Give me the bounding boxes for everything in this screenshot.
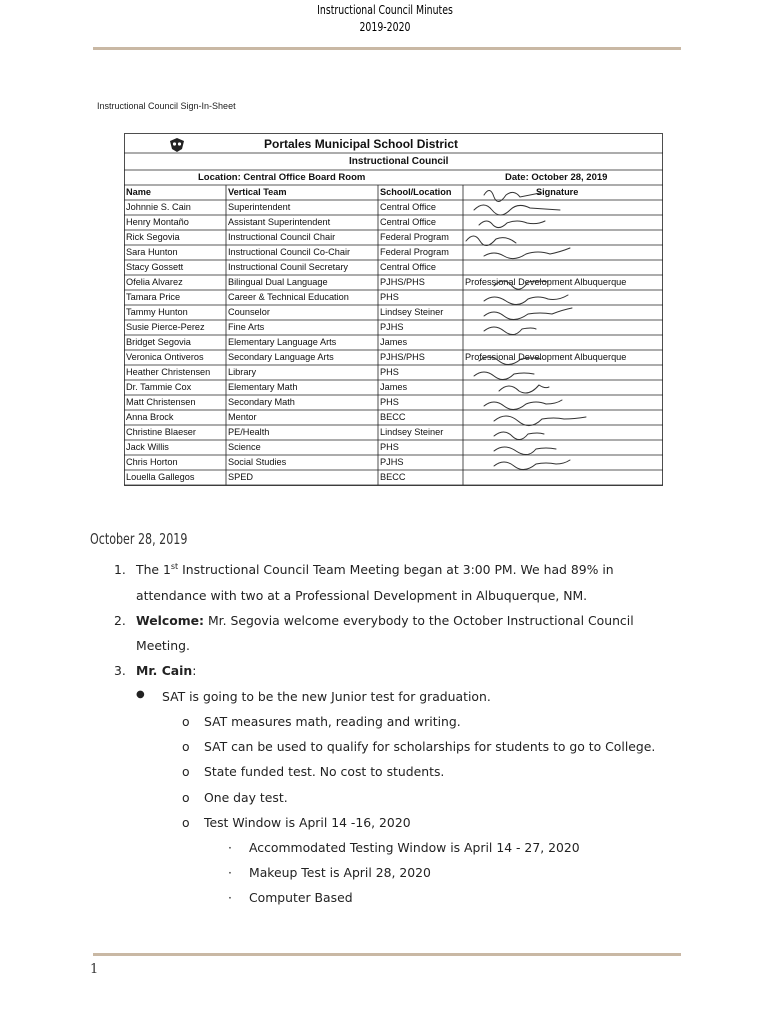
row-school: BECC — [380, 412, 406, 422]
item-1-line-1 — [136, 562, 614, 577]
row-vertical-team: Instructional Council Chair — [228, 232, 336, 242]
row-name: Ofelia Alvarez — [126, 277, 183, 287]
row-vertical-team: Elementary Math — [228, 382, 298, 392]
row-school: Federal Program — [380, 247, 449, 257]
row-school: BECC — [380, 472, 406, 482]
item-3-line — [136, 663, 196, 678]
district-logo-icon — [167, 137, 187, 153]
row-name: Bridget Segovia — [126, 337, 191, 347]
row-vertical-team: Library — [228, 367, 257, 377]
row-school: Lindsey Steiner — [380, 307, 444, 317]
subsub-item-2: Makeup Test is April 28, 2020 — [249, 865, 431, 880]
row-vertical-team: Instructional Counil Secretary — [228, 262, 349, 272]
row-vertical-team: Bilingual Dual Language — [228, 277, 328, 287]
row-signature-note: Professional Development Albuquerque — [465, 352, 627, 362]
row-school: James — [380, 382, 408, 392]
subsub-item-3: Computer Based — [249, 890, 353, 905]
row-school: PHS — [380, 397, 399, 407]
sub-item-4: One day test. — [204, 790, 288, 805]
row-school: Lindsey Steiner — [380, 427, 444, 437]
bullet-1-text: SAT is going to be the new Junior test for graduation. — [162, 689, 491, 704]
sub-item-2: SAT can be used to qualify for scholarships for students to go to College. — [204, 739, 656, 754]
row-vertical-team: Elementary Language Arts — [228, 337, 337, 347]
document-header — [85, 2, 686, 36]
item-1-text-b: Instructional Council Team Meeting began at 3:00 PM. We had 89% in — [178, 562, 614, 578]
row-vertical-team: SPED — [228, 472, 254, 482]
row-vertical-team: Career & Technical Education — [228, 292, 349, 302]
item-1-text-a: The 1 — [136, 562, 171, 578]
footer-rule — [93, 953, 681, 956]
sub-bullet-icon: o — [182, 764, 190, 779]
row-school: PHS — [380, 292, 399, 302]
item-2-label: Welcome: — [136, 613, 205, 628]
sub-bullet-icon: o — [182, 714, 190, 729]
row-vertical-team: Social Studies — [228, 457, 287, 467]
sign-in-sheet — [124, 133, 664, 503]
row-school: PHS — [380, 367, 399, 377]
subsub-bullet-icon: · — [228, 865, 232, 880]
row-school: PJHS — [380, 457, 404, 467]
row-vertical-team: Secondary Language Arts — [228, 352, 334, 362]
row-school: Federal Program — [380, 232, 449, 242]
row-name: Rick Segovia — [126, 232, 180, 242]
row-vertical-team: Mentor — [228, 412, 257, 422]
row-name: Sara Hunton — [126, 247, 178, 257]
col-header-vertical-team: Vertical Team — [228, 187, 287, 197]
page-number: 1 — [90, 962, 99, 977]
col-header-name: Name — [126, 187, 152, 197]
row-school: Central Office — [380, 202, 436, 212]
row-school: PHS — [380, 442, 399, 452]
sheet-location: Location: Central Office Board Room — [198, 172, 366, 183]
council-name: Instructional Council — [349, 156, 449, 167]
row-school: PJHS/PHS — [380, 352, 425, 362]
row-name: Heather Christensen — [126, 367, 211, 377]
row-name: Tamara Price — [126, 292, 181, 302]
sub-item-5: Test Window is April 14 -16, 2020 — [204, 815, 411, 830]
row-name: Johnnie S. Cain — [126, 202, 191, 212]
item-2-text: Mr. Segovia welcome everybody to the October Instructional Council — [204, 613, 634, 628]
row-name: Chris Horton — [126, 457, 178, 467]
row-name: Matt Christensen — [126, 397, 196, 407]
row-vertical-team: Science — [228, 442, 261, 452]
handwritten-signatures — [454, 183, 654, 483]
row-vertical-team: PE/Health — [228, 427, 270, 437]
row-vertical-team: Counselor — [228, 307, 270, 317]
item-3-number: 3. — [114, 663, 126, 678]
item-1-superscript: st — [170, 562, 179, 571]
minutes-date-heading: October 28, 2019 — [90, 530, 188, 548]
row-school: Central Office — [380, 217, 436, 227]
row-name: Veronica Ontiveros — [126, 352, 204, 362]
col-header-signature: Signature — [536, 187, 579, 197]
item-2-line-1 — [136, 613, 634, 628]
row-name: Stacy Gossett — [126, 262, 184, 272]
sign-in-caption: Instructional Council Sign-In-Sheet — [97, 101, 236, 111]
sub-bullet-icon: o — [182, 739, 190, 754]
row-name: Louella Gallegos — [126, 472, 195, 482]
row-vertical-team: Fine Arts — [228, 322, 265, 332]
header-title: Instructional Council Minutes — [317, 3, 453, 17]
bullet-dot-icon: ● — [136, 689, 145, 700]
row-vertical-team: Superintendent — [228, 202, 291, 212]
row-name: Dr. Tammie Cox — [126, 382, 192, 392]
row-name: Anna Brock — [126, 412, 174, 422]
item-3-label: Mr. Cain — [136, 663, 193, 678]
row-school: PJHS/PHS — [380, 277, 425, 287]
row-name: Tammy Hunton — [126, 307, 188, 317]
sheet-date: Date: October 28, 2019 — [505, 172, 608, 183]
item-1-number: 1. — [114, 562, 126, 577]
row-school: James — [380, 337, 408, 347]
sub-item-3: State funded test. No cost to students. — [204, 764, 445, 779]
subsub-bullet-icon: · — [228, 840, 232, 855]
row-vertical-team: Secondary Math — [228, 397, 295, 407]
row-school: Central Office — [380, 262, 436, 272]
item-2-number: 2. — [114, 613, 126, 628]
row-name: Henry Montaño — [126, 217, 189, 227]
row-vertical-team: Instructional Council Co-Chair — [228, 247, 351, 257]
row-school: PJHS — [380, 322, 404, 332]
row-signature-note: Professional Development Albuquerque — [465, 277, 627, 287]
item-1-line-2: attendance with two at a Professional Development in Albuquerque, NM. — [136, 588, 588, 603]
sub-item-1: SAT measures math, reading and writing. — [204, 714, 461, 729]
row-name: Susie Pierce-Perez — [126, 322, 205, 332]
row-name: Jack Willis — [126, 442, 169, 452]
row-vertical-team: Assistant Superintendent — [228, 217, 331, 227]
item-2-line-2: Meeting. — [136, 638, 190, 653]
subsub-item-1: Accommodated Testing Window is April 14 - 27, 2020 — [249, 840, 580, 855]
sub-bullet-icon: o — [182, 815, 190, 830]
district-name: Portales Municipal School District — [264, 137, 459, 151]
col-header-school: School/Location — [380, 187, 452, 197]
row-name: Christine Blaeser — [126, 427, 196, 437]
header-rule — [93, 47, 681, 50]
sub-bullet-icon: o — [182, 790, 190, 805]
item-3-colon: : — [192, 663, 197, 678]
subsub-bullet-icon: · — [228, 890, 232, 905]
header-year: 2019-2020 — [359, 20, 411, 34]
